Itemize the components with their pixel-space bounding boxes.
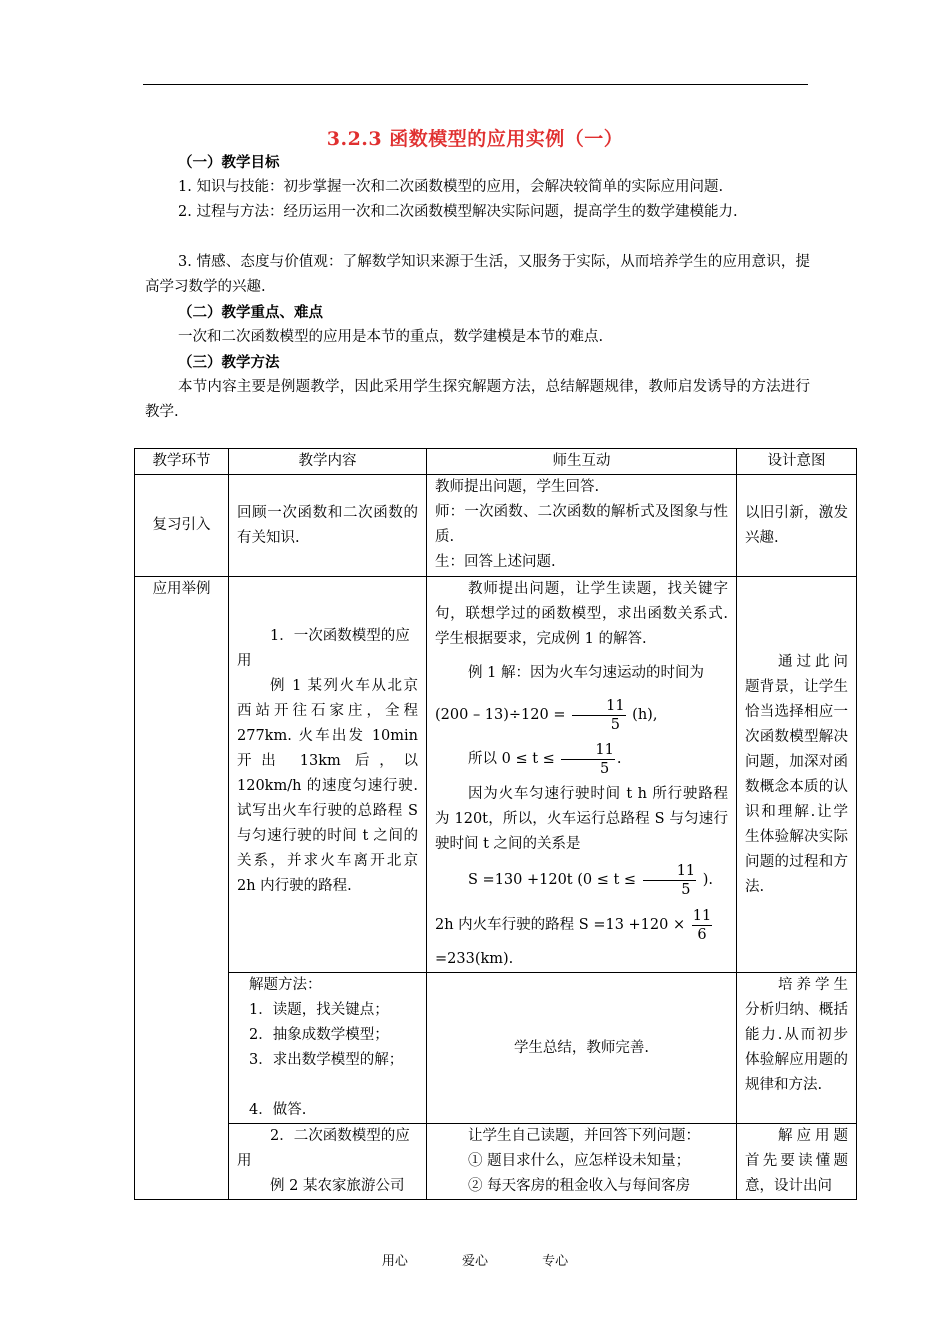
- row3-intent: [737, 973, 857, 1124]
- row4-intent: [737, 1124, 857, 1200]
- row2-interaction-text: 所以 0 ≤ t ≤: [468, 751, 555, 767]
- row3-step: 3．求出数学模型的解；: [249, 1052, 404, 1068]
- row1-interaction-line: 生：回答上述问题.: [435, 554, 556, 570]
- table-row: [135, 973, 857, 1124]
- header-rule: [143, 84, 808, 85]
- table-row: [135, 577, 857, 973]
- row1-interaction-line: 教师提出问题，学生回答.: [435, 479, 600, 495]
- row3-step: 4．做答.: [249, 1102, 307, 1118]
- row2-content: [229, 577, 427, 973]
- fraction-numerator: 11: [692, 907, 712, 924]
- row2-interaction-text: 例 1 解：因为火车匀速运动的时间为(200 – 13)÷120 =: [435, 665, 704, 723]
- row3-step: 1．读题，找关键点；: [249, 1002, 389, 1018]
- row2-interaction-line: [435, 857, 728, 903]
- section-heading-methods: （三）教学方法: [178, 354, 280, 371]
- row2-interaction-line: [435, 903, 728, 947]
- row1-interaction: [427, 475, 737, 577]
- row4-interaction-line: 让学生自己读题，并回答下列问题：: [468, 1128, 700, 1144]
- fraction: [572, 697, 625, 734]
- table-row: [135, 475, 857, 577]
- fraction-denominator: 5: [610, 716, 620, 733]
- row2-interaction-line: 因为火车匀速行驶时间 t h 所行驶路程为 120t，所以，火车运行总路程 S 与匀速行驶时间 t 之间的关系是: [435, 786, 728, 852]
- row2-interaction-text: 2h 内火车行驶的路程 S =13 +120 ×: [435, 917, 686, 933]
- page-footer: [0, 1250, 950, 1269]
- row4-interaction-line: ① 题目求什么，应怎样设未知量；: [468, 1153, 691, 1169]
- row1-content: 回顾一次函数和二次函数的有关知识.: [229, 475, 427, 577]
- row1-interaction-line: 师：一次函数、二次函数的解析式及图象与性质.: [435, 504, 728, 545]
- row2-intent: [737, 577, 857, 973]
- table-header-row: [135, 449, 857, 475]
- header-stage: 教学环节: [135, 449, 229, 475]
- row4-interaction-line: ② 每天客房的租金收入与每间客房: [468, 1178, 691, 1194]
- objective-2: 2. 过程与方法：经历运用一次和二次函数模型解决实际问题，提高学生的数学建模能力.: [178, 204, 738, 220]
- row1-intent: 以旧引新，激发兴趣.: [737, 475, 857, 577]
- row3-step: 2．抽象成数学模型；: [249, 1027, 389, 1043]
- methods-text: 本节内容主要是例题教学，因此采用学生探究解题方法，总结解题规律，教师启发诱导的方法进行教学.: [145, 379, 810, 420]
- row2-interaction-line: [435, 652, 728, 736]
- section-heading-objectives: （一）教学目标: [178, 154, 280, 171]
- page-title: 3.2.3 函数模型的应用实例（一）: [326, 128, 624, 150]
- row4-interaction: [427, 1124, 737, 1200]
- header-interaction: 师生互动: [427, 449, 737, 475]
- row1-stage: 复习引入: [135, 475, 229, 577]
- row2-interaction-text: ).: [702, 872, 714, 888]
- row3-content-title: 解题方法：: [249, 977, 322, 993]
- fraction: [643, 862, 696, 899]
- row4-content: [229, 1124, 427, 1200]
- fraction-numerator: 11: [572, 697, 625, 716]
- row2-stage: 应用举例: [135, 577, 229, 1200]
- fraction: [561, 741, 614, 778]
- table-row: [135, 1124, 857, 1200]
- row4-content-heading: 2．二次函数模型的应用: [237, 1128, 410, 1169]
- fraction-numerator: 11: [561, 741, 614, 760]
- row2-interaction-line: =233(km).: [435, 951, 514, 967]
- row2-interaction: [427, 577, 737, 973]
- fraction-numerator: 11: [643, 862, 696, 881]
- row2-interaction-line: 所以 0 ≤ t ≤ $\frac{11}{5}$ .: [468, 741, 622, 777]
- lesson-table: [134, 448, 857, 1200]
- row3-interaction: 学生总结，教师完善.: [427, 973, 737, 1124]
- key-points-text: 一次和二次函数模型的应用是本节的重点，数学建模是本节的难点.: [178, 329, 604, 345]
- row3-content: [229, 973, 427, 1124]
- footer-text: 专心: [542, 1254, 569, 1269]
- footer-text: 爱心: [461, 1254, 488, 1269]
- section-heading-key-points: （二）教学重点、难点: [178, 304, 323, 321]
- row2-interaction-line: 教师提出问题，让学生读题，找关键字句，联想学过的函数模型，求出函数关系式.学生根据要求，完成例 1 的解答.: [435, 581, 728, 647]
- fraction-denominator: 6: [697, 926, 707, 943]
- header-intent: 设计意图: [737, 449, 857, 475]
- fraction-denominator: 5: [681, 881, 691, 898]
- row2-example-text: 例 1 某列火车从北京西站开往石家庄，全程277km. 火车出发 10min 开出 13km 后，以 120km/h 的速度匀速行驶.试写出火车行驶的总路程 S 与匀速行驶的时间 t 之间的关系，并求火车离开北京 2h 内行驶的路程.: [237, 678, 418, 894]
- objective-3: 3. 情感、态度与价值观：了解数学知识来源于生活，又服务于实际，从而培养学生的应用意识，提高学习数学的兴趣.: [145, 254, 810, 295]
- objective-1: 1. 知识与技能：初步掌握一次和二次函数模型的应用，会解决较简单的实际应用问题.: [178, 179, 724, 195]
- row4-intent-text: 解应用题首先要读懂题意，设计出问: [745, 1128, 848, 1194]
- header-content: 教学内容: [229, 449, 427, 475]
- row4-example-text: 例 2 某农家旅游公司: [270, 1178, 405, 1194]
- row3-intent-text: 培养学生分析归纳、概括能力.从而初步体验解应用题的规律和方法.: [745, 977, 848, 1093]
- fraction: [692, 907, 712, 944]
- row2-content-heading: 1．一次函数模型的应用: [237, 628, 410, 669]
- fraction-denominator: 5: [600, 760, 610, 777]
- row2-intent-text: 通过此问题背景，让学生恰当选择相应一次函数模型解决问题，加深对函数概念本质的认识和理解.让学生体验解决实际问题的过程和方法.: [745, 653, 848, 895]
- footer-text: 用心: [381, 1254, 408, 1269]
- row2-interaction-text: S =130 +120t (0 ≤ t ≤: [468, 872, 637, 888]
- row2-interaction-text: (h),: [632, 707, 658, 723]
